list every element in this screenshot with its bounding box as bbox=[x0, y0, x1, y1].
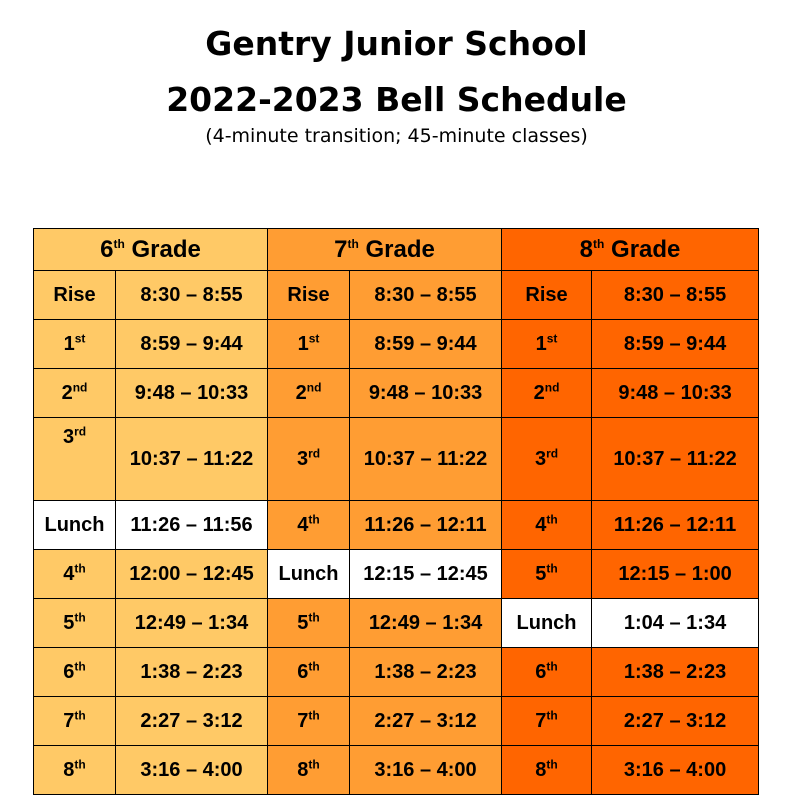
grade-suffix: th bbox=[347, 236, 359, 251]
period-suffix: nd bbox=[544, 379, 560, 394]
grade-number: 7 bbox=[334, 235, 348, 263]
time-cell: 12:15 – 1:00 bbox=[592, 550, 759, 599]
time-cell: 8:30 – 8:55 bbox=[350, 271, 502, 320]
time-cell: 9:48 – 10:33 bbox=[116, 369, 268, 418]
time-cell: 2:27 – 3:12 bbox=[116, 697, 268, 746]
period-cell bbox=[502, 550, 592, 599]
period-cell bbox=[34, 418, 116, 501]
period-label: 4 bbox=[63, 562, 75, 585]
period-cell bbox=[34, 320, 116, 369]
period-cell bbox=[268, 697, 350, 746]
schedule-note: (4-minute transition; 45-minute classes) bbox=[205, 125, 588, 147]
grade-header-6 bbox=[34, 229, 268, 271]
time-cell: 10:37 – 11:22 bbox=[592, 418, 759, 501]
period-suffix: th bbox=[74, 560, 86, 575]
period-cell bbox=[34, 648, 116, 697]
period-suffix: th bbox=[546, 707, 558, 722]
period-label: 1 bbox=[297, 332, 309, 355]
period-cell bbox=[502, 418, 592, 501]
time-cell: 11:26 – 12:11 bbox=[592, 501, 759, 550]
period-label: 4 bbox=[535, 513, 547, 536]
time-cell: 3:16 – 4:00 bbox=[116, 746, 268, 795]
grade-number: 8 bbox=[579, 235, 594, 263]
period-suffix: nd bbox=[72, 379, 88, 394]
time-cell: 9:48 – 10:33 bbox=[350, 369, 502, 418]
time-cell: 8:59 – 9:44 bbox=[116, 320, 268, 369]
time-cell: 10:37 – 11:22 bbox=[116, 418, 268, 501]
period-label: 8 bbox=[297, 758, 309, 781]
grade-suffix: th bbox=[113, 236, 125, 251]
grade-number: 6 bbox=[100, 235, 114, 263]
period-cell bbox=[268, 550, 350, 599]
period-suffix: th bbox=[308, 707, 320, 722]
period-suffix: th bbox=[546, 560, 558, 575]
schedule-row bbox=[34, 271, 759, 320]
time-cell: 11:26 – 11:56 bbox=[116, 501, 268, 550]
bell-schedule-table bbox=[33, 228, 759, 795]
period-label: 2 bbox=[533, 381, 545, 404]
period-cell bbox=[268, 501, 350, 550]
time-cell: 8:59 – 9:44 bbox=[592, 320, 759, 369]
period-suffix: rd bbox=[546, 445, 559, 460]
time-cell: 2:27 – 3:12 bbox=[592, 697, 759, 746]
period-label: 8 bbox=[535, 758, 547, 781]
period-label: Lunch bbox=[44, 513, 105, 536]
period-label: 7 bbox=[535, 709, 547, 732]
period-label: 3 bbox=[534, 447, 547, 470]
period-cell bbox=[502, 697, 592, 746]
schedule-title: 2022-2023 Bell Schedule bbox=[166, 80, 627, 119]
period-label: 7 bbox=[63, 709, 75, 732]
period-suffix: th bbox=[308, 511, 320, 526]
period-suffix: th bbox=[74, 756, 86, 771]
time-cell: 8:30 – 8:55 bbox=[116, 271, 268, 320]
time-cell: 1:04 – 1:34 bbox=[592, 599, 759, 648]
time-cell: 3:16 – 4:00 bbox=[350, 746, 502, 795]
period-cell bbox=[268, 746, 350, 795]
time-cell: 8:30 – 8:55 bbox=[592, 271, 759, 320]
schedule-row bbox=[34, 599, 759, 648]
schedule-row bbox=[34, 418, 759, 501]
period-cell bbox=[34, 369, 116, 418]
period-suffix: th bbox=[546, 658, 558, 673]
period-cell bbox=[502, 271, 592, 320]
grade-label: Grade bbox=[131, 235, 201, 263]
period-cell bbox=[268, 271, 350, 320]
time-cell: 9:48 – 10:33 bbox=[592, 369, 759, 418]
time-cell: 1:38 – 2:23 bbox=[350, 648, 502, 697]
period-cell bbox=[34, 550, 116, 599]
grade-header-7 bbox=[268, 229, 502, 271]
period-label: 5 bbox=[63, 611, 75, 634]
period-cell bbox=[502, 648, 592, 697]
schedule-row bbox=[34, 550, 759, 599]
period-cell bbox=[34, 599, 116, 648]
schedule-row bbox=[34, 501, 759, 550]
period-label: 5 bbox=[535, 562, 547, 585]
grade-header-row bbox=[34, 229, 759, 271]
period-label: 3 bbox=[296, 447, 309, 470]
schedule-row bbox=[34, 746, 759, 795]
period-label: 2 bbox=[295, 381, 307, 404]
period-suffix: th bbox=[308, 609, 320, 624]
time-cell: 8:59 – 9:44 bbox=[350, 320, 502, 369]
period-label: 3 bbox=[62, 426, 75, 448]
time-cell: 11:26 – 12:11 bbox=[350, 501, 502, 550]
grade-suffix: th bbox=[593, 236, 605, 251]
period-cell bbox=[502, 501, 592, 550]
period-label: 2 bbox=[61, 381, 73, 404]
period-label: Rise bbox=[525, 283, 568, 306]
period-label: Rise bbox=[287, 283, 330, 306]
time-cell: 12:00 – 12:45 bbox=[116, 550, 268, 599]
time-cell: 12:49 – 1:34 bbox=[116, 599, 268, 648]
schedule-row bbox=[34, 369, 759, 418]
time-cell: 12:49 – 1:34 bbox=[350, 599, 502, 648]
grade-label: Grade bbox=[611, 235, 681, 263]
grade-label: Grade bbox=[365, 235, 435, 263]
school-name: Gentry Junior School bbox=[205, 24, 588, 63]
period-label: 6 bbox=[535, 660, 547, 683]
schedule-row bbox=[34, 697, 759, 746]
period-label: Rise bbox=[53, 283, 96, 306]
period-cell bbox=[502, 746, 592, 795]
grade-header-8 bbox=[502, 229, 759, 271]
time-cell: 10:37 – 11:22 bbox=[350, 418, 502, 501]
period-cell bbox=[268, 648, 350, 697]
period-label: 1 bbox=[63, 332, 75, 355]
period-suffix: th bbox=[74, 707, 86, 722]
time-cell: 12:15 – 12:45 bbox=[350, 550, 502, 599]
period-suffix: nd bbox=[306, 379, 322, 394]
period-suffix: th bbox=[308, 756, 320, 771]
period-cell bbox=[502, 369, 592, 418]
period-label: 8 bbox=[63, 758, 75, 781]
schedule-row bbox=[34, 320, 759, 369]
period-cell bbox=[268, 599, 350, 648]
period-suffix: st bbox=[308, 330, 320, 345]
period-suffix: st bbox=[546, 330, 558, 345]
time-cell: 1:38 – 2:23 bbox=[116, 648, 268, 697]
period-label: 6 bbox=[63, 660, 75, 683]
period-cell bbox=[34, 501, 116, 550]
period-cell bbox=[268, 418, 350, 501]
period-cell bbox=[34, 697, 116, 746]
period-suffix: rd bbox=[308, 445, 321, 460]
period-label: 1 bbox=[535, 332, 547, 355]
period-cell bbox=[34, 746, 116, 795]
time-cell: 3:16 – 4:00 bbox=[592, 746, 759, 795]
period-suffix: rd bbox=[74, 424, 87, 439]
period-label: 4 bbox=[297, 513, 309, 536]
period-cell bbox=[502, 599, 592, 648]
period-suffix: th bbox=[308, 658, 320, 673]
period-label: 5 bbox=[297, 611, 309, 634]
period-suffix: th bbox=[546, 756, 558, 771]
period-label: 7 bbox=[297, 709, 309, 732]
time-cell: 2:27 – 3:12 bbox=[350, 697, 502, 746]
period-suffix: th bbox=[546, 511, 558, 526]
period-cell bbox=[34, 271, 116, 320]
period-label: 6 bbox=[297, 660, 309, 683]
schedule-row bbox=[34, 648, 759, 697]
period-suffix: st bbox=[74, 330, 86, 345]
time-cell: 1:38 – 2:23 bbox=[592, 648, 759, 697]
period-label: Lunch bbox=[278, 562, 339, 585]
period-cell bbox=[502, 320, 592, 369]
period-cell bbox=[268, 320, 350, 369]
period-suffix: th bbox=[74, 658, 86, 673]
period-cell bbox=[268, 369, 350, 418]
period-label: Lunch bbox=[516, 611, 577, 634]
period-suffix: th bbox=[74, 609, 86, 624]
